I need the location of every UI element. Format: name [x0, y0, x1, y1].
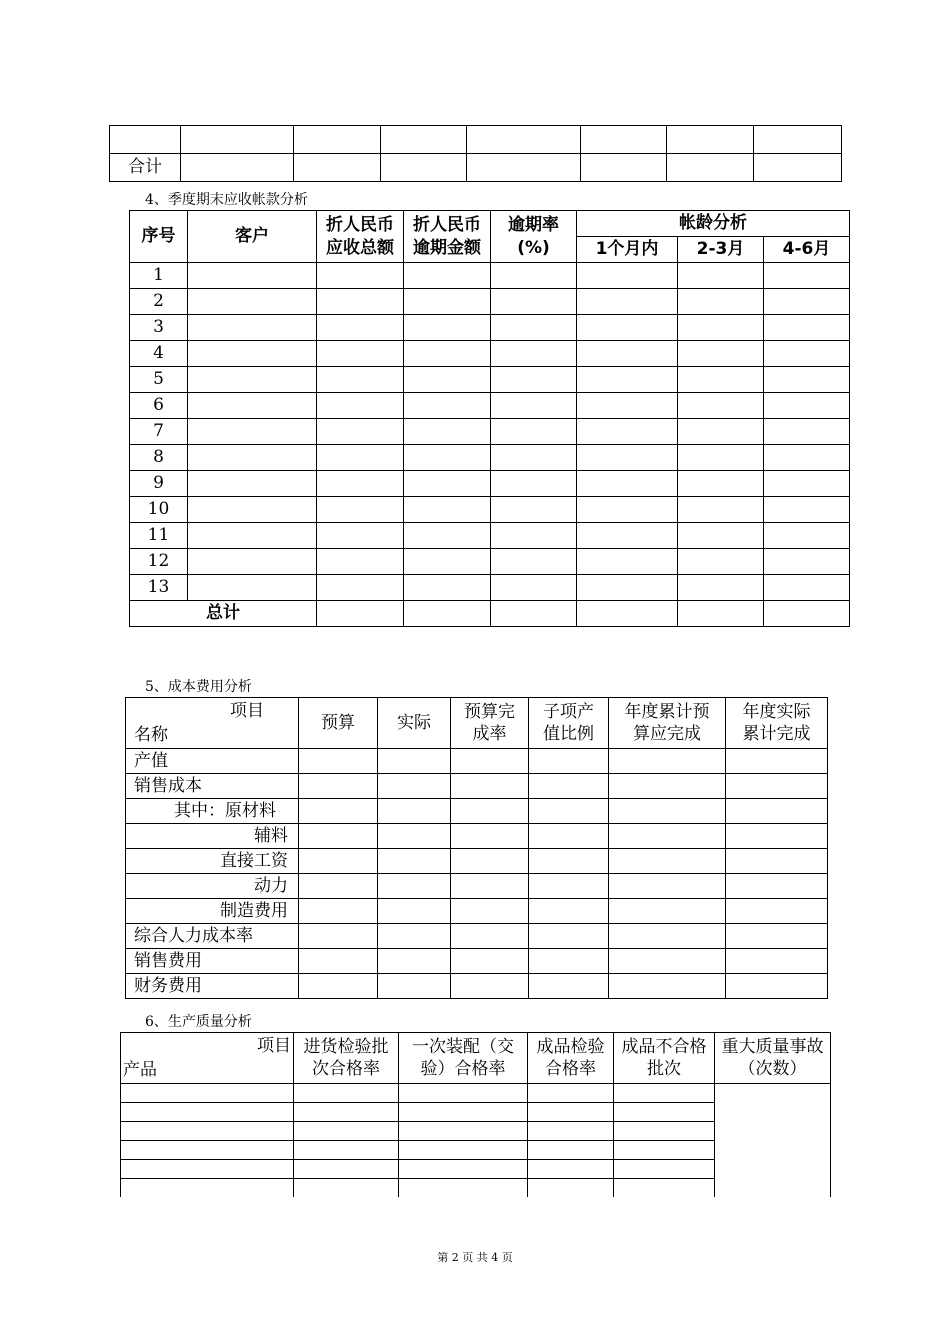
row-seq: 9 — [130, 471, 188, 497]
row-seq: 13 — [130, 575, 188, 601]
header-accident: 重大质量事故 （次数） — [715, 1033, 831, 1084]
row-seq: 11 — [130, 523, 188, 549]
table-row — [110, 126, 842, 154]
header-incoming: 进货检验批 次合格率 — [294, 1033, 399, 1084]
section4-heading: 4、季度期末应收帐款分析 — [145, 192, 308, 208]
header-actual: 实际 — [378, 698, 451, 749]
table-row — [126, 824, 828, 849]
table-row — [126, 774, 828, 799]
top-table — [109, 125, 842, 182]
table-row — [126, 899, 828, 924]
header-total-receivable: 折人民币 应收总额 — [317, 211, 404, 263]
header-aging-2: 2-3月 — [678, 237, 764, 263]
table-row — [130, 315, 850, 341]
header-seq: 序号 — [130, 211, 188, 263]
table-row — [130, 289, 850, 315]
header-row — [130, 211, 850, 237]
table-row — [130, 575, 850, 601]
table-row — [126, 924, 828, 949]
row-seq: 8 — [130, 445, 188, 471]
header-item-product: 项目 产品 — [121, 1033, 294, 1084]
row-label: 综合人力成本率 — [126, 924, 299, 949]
header-defect: 成品不合格 批次 — [614, 1033, 715, 1084]
row-seq: 10 — [130, 497, 188, 523]
row-label: 销售费用 — [126, 949, 299, 974]
cost-table — [125, 697, 828, 999]
row-label: 制造费用 — [126, 899, 299, 924]
row-seq: 6 — [130, 393, 188, 419]
header-assembly: 一次装配（交 验）合格率 — [399, 1033, 528, 1084]
header-overdue-rate: 逾期率 (%) — [491, 211, 577, 263]
header-annual-actual: 年度实际 累计完成 — [726, 698, 828, 749]
table-row — [130, 341, 850, 367]
header-row — [126, 698, 828, 749]
table-row — [126, 749, 828, 774]
header-overdue-amount: 折人民币 逾期金额 — [404, 211, 491, 263]
table-row — [130, 445, 850, 471]
header-row — [121, 1033, 831, 1084]
row-label: 直接工资 — [126, 849, 299, 874]
table-row — [126, 849, 828, 874]
header-item-name: 项目 名称 — [126, 698, 299, 749]
page-footer: 第 2 页 共 4 页 — [437, 1251, 513, 1264]
row-label: 销售成本 — [126, 774, 299, 799]
table-row — [130, 497, 850, 523]
table-row — [130, 523, 850, 549]
receivables-body — [130, 263, 850, 601]
row-label: 其中：原材料 — [126, 799, 299, 824]
header-finished: 成品检验 合格率 — [528, 1033, 614, 1084]
header-sub-ratio: 子项产 值比例 — [529, 698, 609, 749]
row-seq: 2 — [130, 289, 188, 315]
table-row — [130, 367, 850, 393]
row-label: 动力 — [126, 874, 299, 899]
section5-heading: 5、成本费用分析 — [145, 679, 252, 695]
table-row — [126, 949, 828, 974]
receivables-table — [129, 210, 850, 627]
table-row — [126, 799, 828, 824]
header-aging-1: 1个月内 — [577, 237, 678, 263]
header-budget: 预算 — [299, 698, 378, 749]
table-row — [130, 471, 850, 497]
table-row — [126, 974, 828, 999]
header-annual-budget: 年度累计预 算应完成 — [609, 698, 726, 749]
table-row — [130, 549, 850, 575]
row-label: 财务费用 — [126, 974, 299, 999]
quality-table — [120, 1032, 831, 1197]
table-row — [130, 419, 850, 445]
row-seq: 12 — [130, 549, 188, 575]
table-row — [130, 393, 850, 419]
header-budget-rate: 预算完 成率 — [451, 698, 529, 749]
row-seq: 7 — [130, 419, 188, 445]
section6-heading: 6、生产质量分析 — [145, 1014, 252, 1030]
header-customer: 客户 — [188, 211, 317, 263]
header-aging: 帐龄分析 — [577, 211, 850, 237]
row-seq: 3 — [130, 315, 188, 341]
table-row — [126, 874, 828, 899]
row-seq: 5 — [130, 367, 188, 393]
header-aging-3: 4-6月 — [764, 237, 850, 263]
total-row — [130, 601, 850, 627]
row-label: 辅料 — [126, 824, 299, 849]
row-label: 产值 — [126, 749, 299, 774]
row-seq: 4 — [130, 341, 188, 367]
row-seq: 1 — [130, 263, 188, 289]
table-row — [121, 1084, 831, 1103]
total-label: 合计 — [110, 154, 181, 182]
table-row — [110, 154, 842, 182]
table-row — [130, 263, 850, 289]
total-label: 总计 — [130, 601, 317, 627]
